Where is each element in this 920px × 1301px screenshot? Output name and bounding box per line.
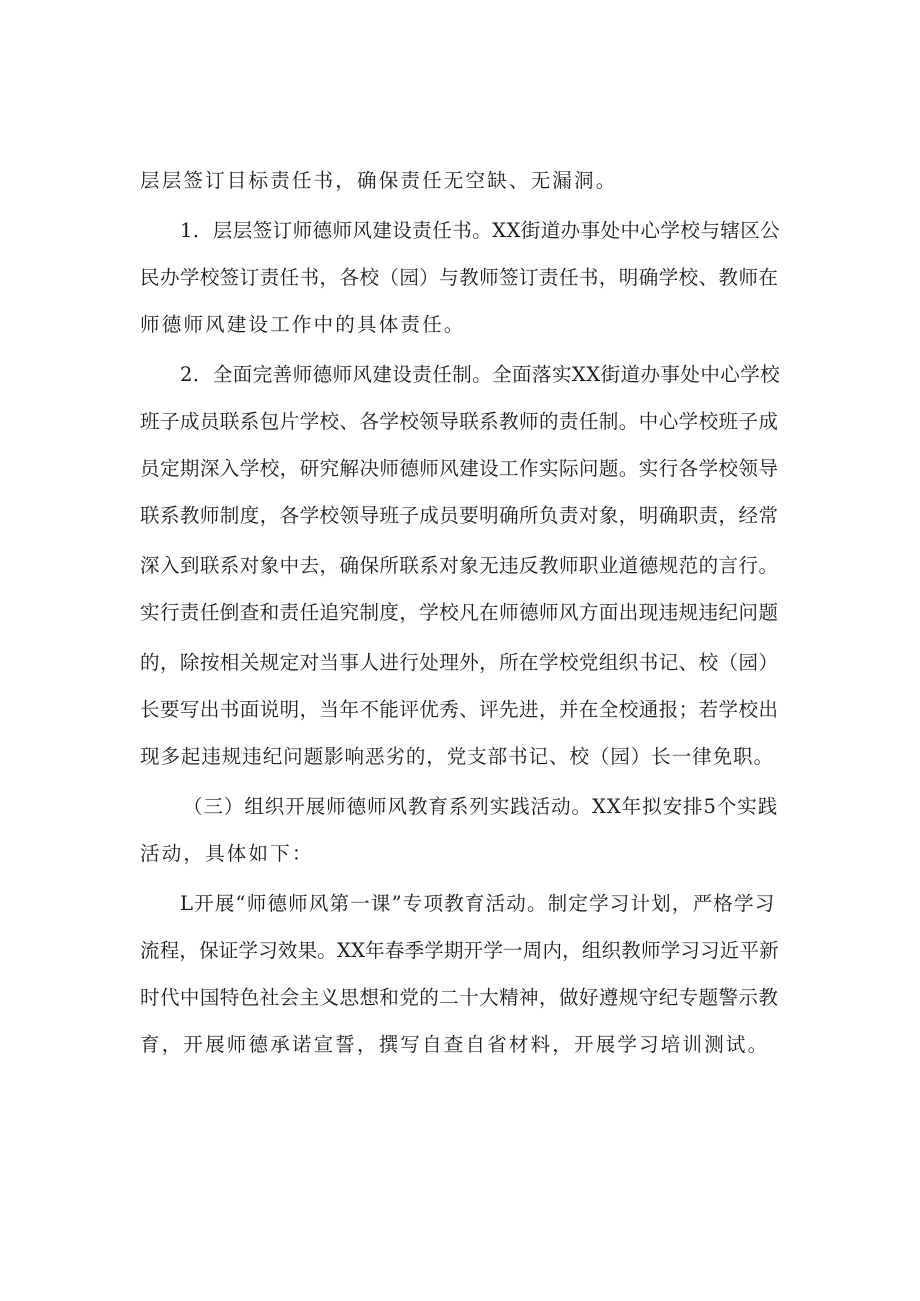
paragraph-line: 1．层层签订师德师风建设责任书。XX街道办事处中心学校与辖区公	[180, 219, 781, 242]
paragraph-line: 长要写出书面说明，当年不能评优秀、评先进，并在全校通报；若学校出	[140, 698, 779, 721]
paragraph-line: 联系教师制度，各学校领导班子成员要明确所负责对象，明确职责，经常	[140, 504, 779, 527]
paragraph-line: 深入到联系对象中去，确保所联系对象无违反教师职业道德规范的言行。	[140, 554, 779, 577]
paragraph-line: 实行责任倒查和责任追究制度，学校凡在师德师风方面出现违规违纪问题	[140, 601, 779, 624]
paragraph-line: 现多起违规违纪问题影响恶劣的，党支部书记、校（园）长一律免职。	[140, 745, 774, 768]
paragraph-line: （三）组织开展师德师风教育系列实践活动。XX年拟安排5个实践	[183, 795, 779, 818]
paragraph-line: 2．全面完善师德师风建设责任制。全面落实XX街道办事处中心学校	[180, 363, 781, 386]
paragraph-line: 师德师风建设工作中的具体责任。	[140, 313, 466, 336]
paragraph-line: 班子成员联系包片学校、各学校领导联系教师的责任制。中心学校班子成	[140, 410, 779, 433]
paragraph-line: 的，除按相关规定对当事人进行处理外，所在学校党组织书记、校（园）	[140, 651, 779, 674]
paragraph-line: 时代中国特色社会主义思想和党的二十大精神，做好遵规守纪专题警示教	[140, 986, 779, 1009]
paragraph-line: 育，开展师德承诺宣誓，撰写自查自省材料，开展学习培训测试。	[140, 1033, 770, 1056]
paragraph-line: 活动，具体如下：	[140, 842, 314, 865]
paragraph-line: 层层签订目标责任书，确保责任无空缺、无漏洞。	[140, 169, 618, 192]
paragraph-line: 员定期深入学校，研究解决师德师风建设工作实际问题。实行各学校领导	[140, 457, 779, 480]
paragraph-line: L开展“师德师风第一课”专项教育活动。制定学习计划，严格学习	[180, 892, 776, 915]
paragraph-line: 民办学校签订责任书，各校（园）与教师签订责任书，明确学校、教师在	[140, 266, 779, 289]
paragraph-line: 流程，保证学习效果。XX年春季学期开学一周内，组织教师学习习近平新	[140, 939, 779, 962]
